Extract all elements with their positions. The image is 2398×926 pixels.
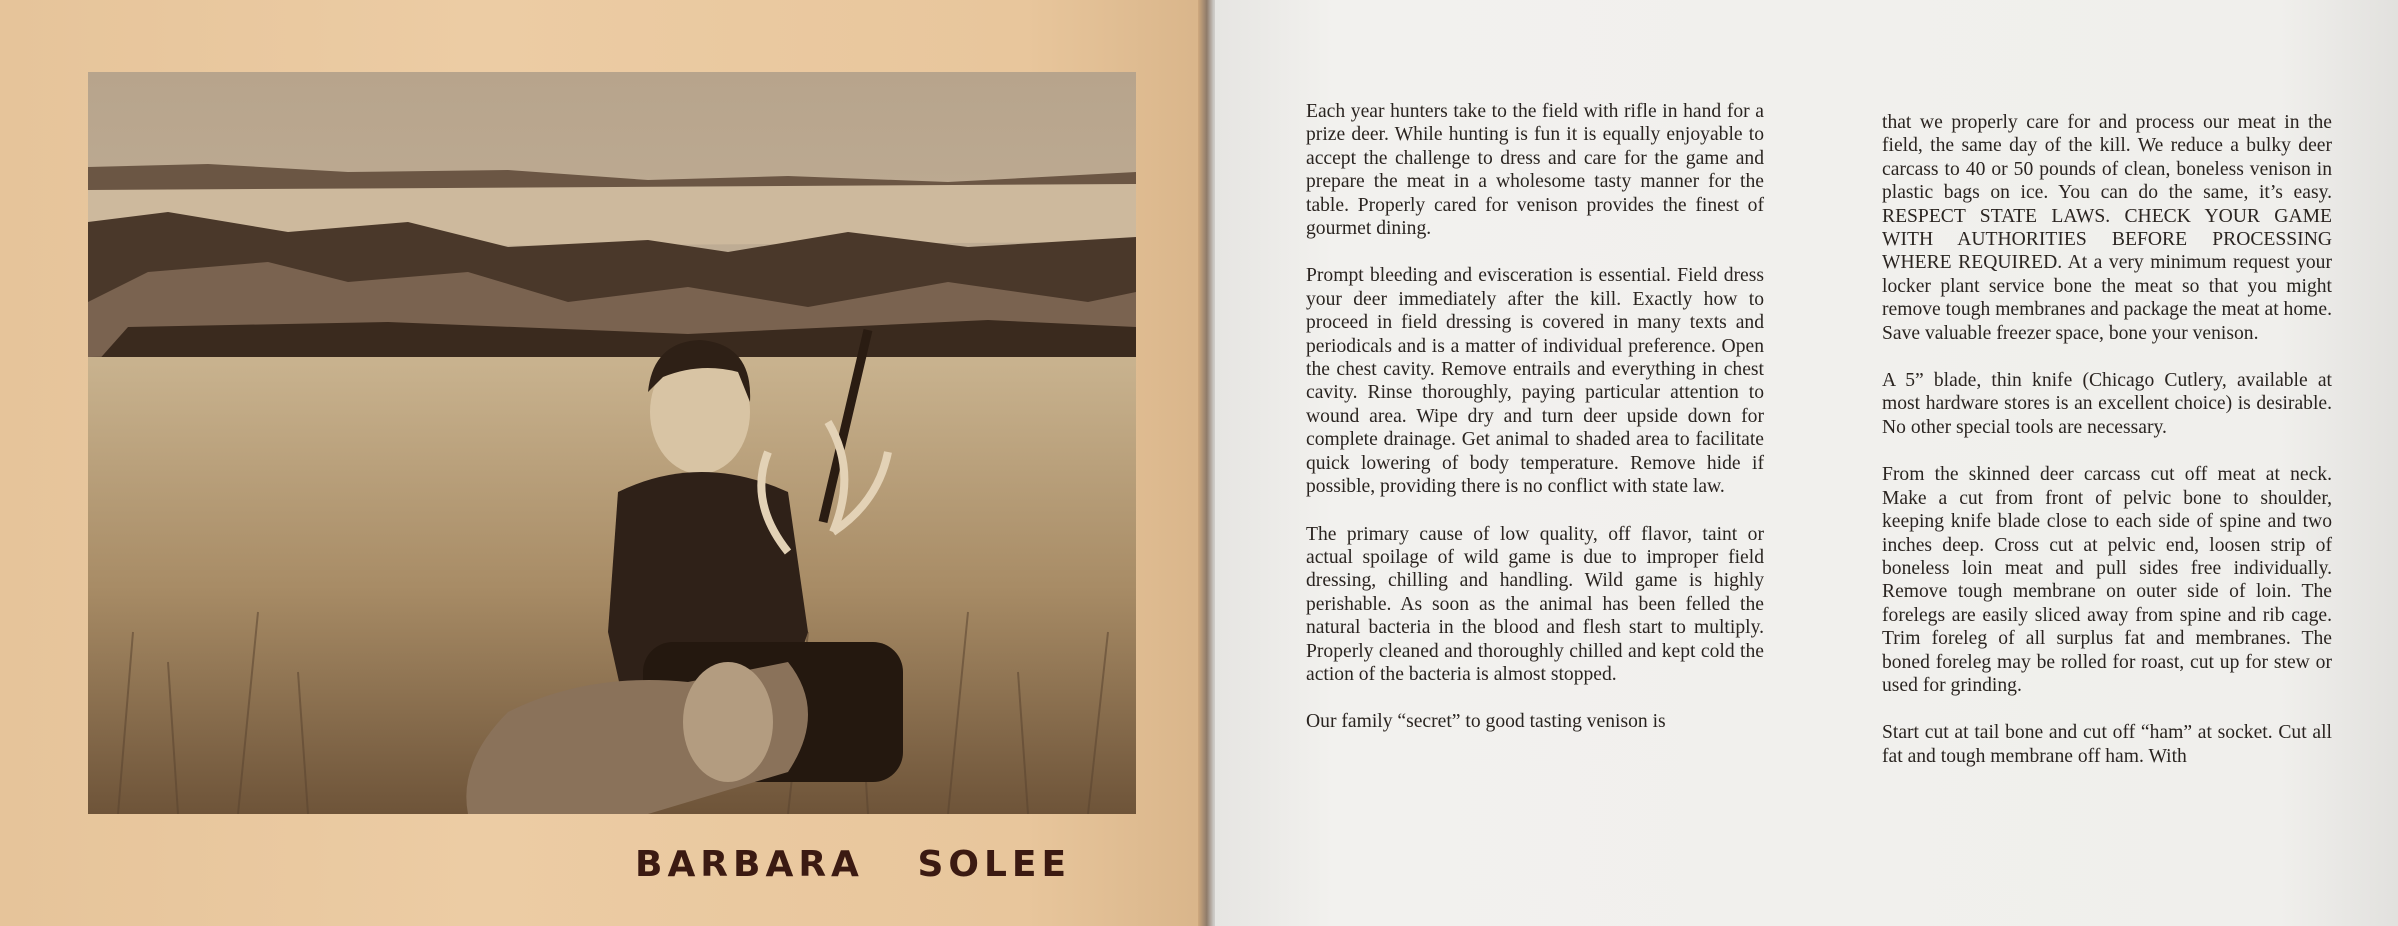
paragraph: Each year hunters take to the field with rifle in hand for a prize deer. While hunting is fun it is equally enjoyable to accept the challenge to dress and care for the game and prepare the meat in a wholesome tasty manner for the table. Properly cared for venison provides the finest of gourmet dining.	[1306, 101, 1764, 240]
photo-caption-name: BARBARA SOLEE	[635, 844, 1072, 885]
paragraph: From the skinned deer carcass cut off meat at neck. Make a cut from front of pelvic bone to shoulder, keeping knife blade close to each side of spine and two inches deep. Cross cut at pelvic end, loosen strip of boneless loin meat and pull sides free individually. Remove tough membrane on outer side of loin. The forelegs are easily sliced away from spine and rib cage. Trim foreleg of all surplus fat and membranes. The boned foreleg may be rolled for roast, cut up for stew or used for grinding.	[1882, 464, 2332, 696]
paragraph: A 5” blade, thin knife (Chicago Cutlery, available at most hardware stores is an excellent choice) is desirable. No other special tools are necessary.	[1882, 370, 2332, 438]
text-column-2	[1882, 111, 2332, 792]
hunter-with-deer-photo	[88, 72, 1136, 814]
text-column-1	[1306, 100, 1764, 758]
photo-illustration	[88, 72, 1136, 814]
paragraph: The primary cause of low quality, off flavor, taint or actual spoilage of wild game is due to improper field dressing, chilling and handling. Wild game is highly perishable. As soon as the animal has been felled the natural bacteria in the blood and flesh start to multiply. Properly cleaned and thoroughly chilled and kept cold the action of the bacteria is almost stopped.	[1306, 523, 1764, 685]
paragraph: Our family “secret” to good tasting venison is	[1306, 711, 1666, 733]
paragraph: Prompt bleeding and evisceration is essential. Field dress your deer immediately after the kill. Exactly how to proceed in field dressing is covered in many texts and periodicals and is a matter of individual preference. Open the chest cavity. Remove entrails and everything in chest cavity. Rinse thoroughly, paying particular attention to wound area. Wipe dry and turn deer upside down for complete drainage. Get animal to shaded area to facilitate quick lowering of body temperature. Remove hide if possible, providing there is no conflict with state law.	[1306, 265, 1764, 498]
paragraph: Start cut at tail bone and cut off “ham” at socket. Cut all fat and tough membrane off ham. With	[1882, 722, 2332, 767]
paragraph: that we properly care for and process our meat in the field, the same day of the kill. We reduce a bulky deer carcass to 40 or 50 pounds of clean, boneless venison in plastic bags on ice. You can do the same, it’s easy. RESPECT STATE LAWS. CHECK YOUR GAME WITH AUTHORITIES BEFORE PROCESSING WHERE REQUIRED. At a very minimum request your locker plant service bone the meat so that you might remove tough membranes and package the meat at home. Save valuable freezer space, bone your venison.	[1882, 112, 2332, 344]
